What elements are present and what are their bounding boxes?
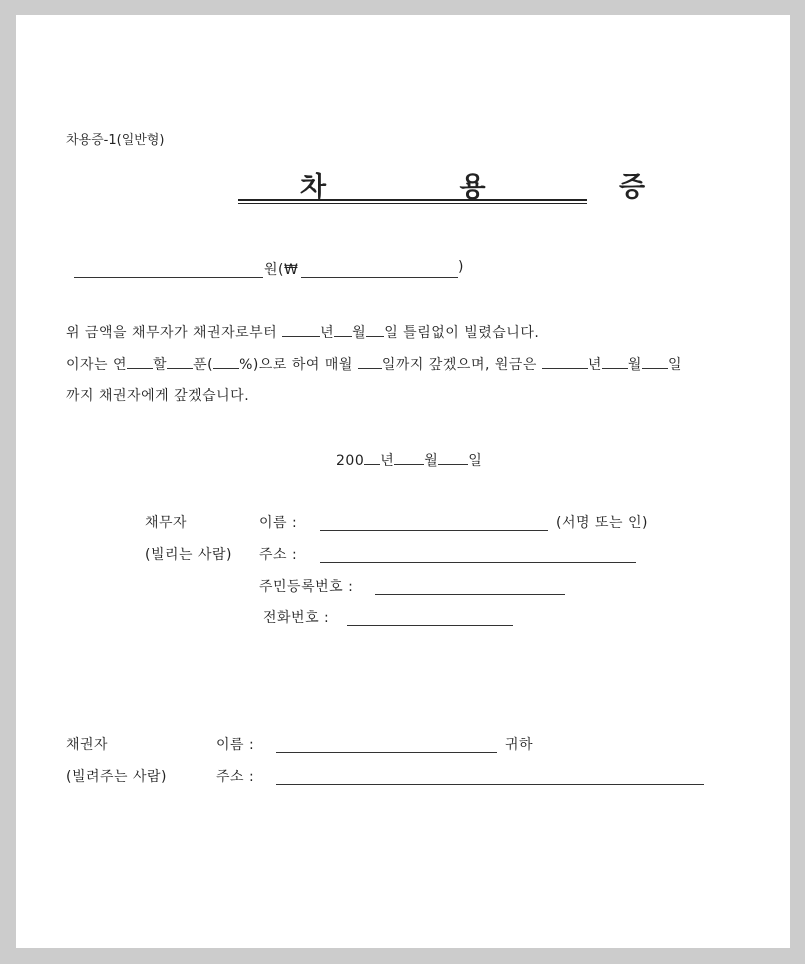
debtor-address-label: 주소 : — [259, 547, 298, 563]
date-day-label: 일 — [468, 453, 483, 469]
repay-day-blank[interactable] — [642, 367, 668, 369]
creditor-name-label: 이름 : — [216, 737, 255, 753]
creditor-address-field[interactable] — [276, 784, 704, 785]
body-line-3: 까지 채권자에게 갚겠습니다. — [66, 388, 250, 404]
debtor-id-field[interactable] — [375, 594, 565, 595]
debtor-address-field[interactable] — [320, 562, 636, 563]
form-code: 차용증-1(일반형) — [66, 133, 165, 148]
interest-hal-blank[interactable] — [127, 367, 153, 369]
amount-blank-korean[interactable] — [74, 277, 263, 278]
day-blank[interactable] — [366, 335, 384, 337]
date-prefix: 200 — [336, 453, 365, 469]
creditor-role: 채권자 — [66, 737, 109, 753]
month-label: 월 — [352, 325, 367, 341]
debtor-role-sub: (빌리는 사람) — [145, 547, 232, 563]
monthly-day-blank[interactable] — [358, 367, 382, 369]
body-text: 일까지 갚겠으며, 원금은 — [381, 357, 542, 373]
date-line — [336, 450, 482, 470]
repay-month-blank[interactable] — [602, 367, 628, 369]
debtor-name-label: 이름 : — [259, 515, 298, 531]
document-page — [16, 15, 790, 948]
body-text: 위 금액을 채무자가 채권자로부터 — [66, 325, 283, 341]
creditor-honorific: 귀하 — [505, 737, 534, 753]
pun-label: 푼( — [193, 357, 214, 373]
interest-label: 이자는 연 — [66, 357, 128, 373]
debtor-phone-label: 전화번호 : — [263, 610, 330, 626]
debtor-name-field[interactable] — [320, 530, 548, 531]
interest-percent-blank[interactable] — [213, 367, 239, 369]
year-label: 년 — [320, 325, 335, 341]
body-line-1 — [66, 322, 539, 342]
document-title: 차 용 증 — [300, 172, 708, 203]
body-line-2 — [66, 354, 682, 374]
repay-month-label: 월 — [627, 357, 642, 373]
body-text: 일 틀림없이 빌렸습니다. — [384, 325, 540, 341]
debtor-role: 채무자 — [145, 515, 188, 531]
title-underline — [238, 199, 587, 201]
debtor-sign-note: (서명 또는 인) — [556, 515, 648, 531]
amount-won-label: 원(₩ — [264, 262, 299, 278]
date-day-blank[interactable] — [438, 463, 468, 465]
month-blank[interactable] — [334, 335, 352, 337]
year-blank[interactable] — [282, 335, 320, 337]
creditor-role-sub: (빌려주는 사람) — [66, 769, 168, 785]
amount-close-paren: ) — [458, 259, 464, 275]
repay-year-label: 년 — [587, 357, 602, 373]
date-year-blank[interactable] — [364, 463, 380, 465]
date-month-label: 월 — [424, 453, 439, 469]
repay-year-blank[interactable] — [542, 367, 588, 369]
repay-day-label: 일 — [667, 357, 682, 373]
hal-label: 할 — [153, 357, 168, 373]
creditor-name-field[interactable] — [276, 752, 497, 753]
date-year-label: 년 — [380, 453, 395, 469]
date-month-blank[interactable] — [394, 463, 424, 465]
creditor-address-label: 주소 : — [216, 769, 255, 785]
amount-blank-number[interactable] — [301, 277, 458, 278]
title-underline-thin — [238, 203, 587, 204]
body-text: %)으로 하여 매월 — [239, 357, 358, 373]
interest-pun-blank[interactable] — [167, 367, 193, 369]
debtor-phone-field[interactable] — [347, 625, 513, 626]
debtor-id-label: 주민등록번호 : — [259, 579, 354, 595]
